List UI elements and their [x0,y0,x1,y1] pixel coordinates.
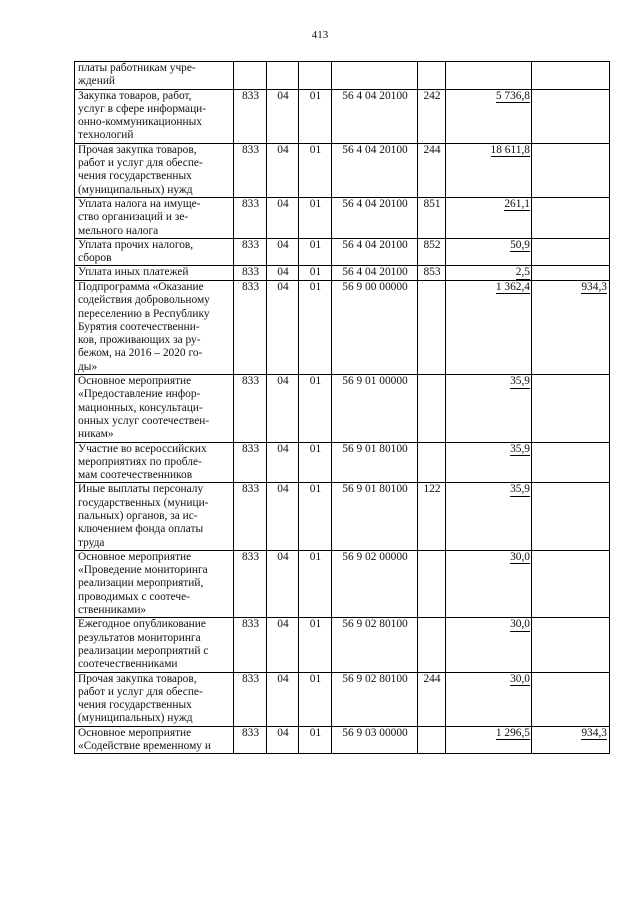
expense-type-text: 242 [423,89,441,102]
ministry-code-text: 833 [241,197,260,210]
expense-type-text: 244 [423,143,441,156]
section-code-cell [267,672,299,726]
amount-federal-cell [532,62,610,90]
amount-total-text: 2,5 [515,266,530,279]
subsection-code-text: 01 [309,280,322,293]
subsection-code-cell [299,442,332,483]
expense-type-cell [418,672,446,726]
amount-total-cell [446,672,532,726]
row-name-text: Прочая закупка товаров, работ и услуг для обеспе- чения государственных (муниципальных) нужд [78,143,203,196]
amount-total-cell [446,89,532,143]
amount-total-text: 30,0 [510,618,530,631]
amount-total-cell [446,62,532,90]
amount-total-text: 1 362,4 [495,280,530,293]
row-name-text: Закупка товаров, работ, услуг в сфере информаци- онно-коммуникационных технологий [78,89,207,142]
target-article-cell [332,280,418,374]
table-row [75,618,610,672]
amount-federal-cell [532,550,610,617]
subsection-code-cell [299,266,332,281]
target-article-text: 56 9 02 80100 [342,672,408,685]
subsection-code-cell [299,197,332,238]
amount-total-text: 30,0 [510,672,530,685]
table-row [75,672,610,726]
target-article-text: 56 9 03 00000 [342,726,408,739]
section-code-cell [267,726,299,754]
ministry-code-cell [234,442,267,483]
amount-total-cell [446,550,532,617]
amount-federal-cell [532,89,610,143]
ministry-code-text: 833 [241,618,260,631]
target-article-cell [332,89,418,143]
expense-type-cell [418,197,446,238]
amount-federal-cell [532,375,610,442]
amount-total-cell [446,197,532,238]
subsection-code-cell [299,62,332,90]
ministry-code-cell [234,672,267,726]
ministry-code-cell [234,726,267,754]
section-code-text: 04 [277,143,289,156]
amount-federal-cell [532,197,610,238]
ministry-code-cell [234,62,267,90]
target-article-cell [332,266,418,281]
row-name-cell [75,280,234,374]
target-article-cell [332,726,418,754]
ministry-code-cell [234,550,267,617]
section-code-text: 04 [277,375,289,388]
target-article-text: 56 4 04 20100 [342,238,408,251]
target-article-text: 56 4 04 20100 [342,197,408,210]
target-article-cell [332,672,418,726]
ministry-code-cell [234,197,267,238]
subsection-code-cell [299,375,332,442]
table-row [75,197,610,238]
table-row [75,266,610,281]
target-article-cell [332,62,418,90]
row-name-text: Уплата прочих налогов, сборов [78,238,194,265]
row-name-cell [75,442,234,483]
target-article-cell [332,375,418,442]
table-row [75,238,610,266]
expense-type-text: 851 [423,197,441,210]
amount-federal-cell [532,238,610,266]
expense-type-cell [418,89,446,143]
table-row [75,442,610,483]
section-code-cell [267,375,299,442]
section-code-text: 04 [277,672,289,685]
target-article-cell [332,442,418,483]
ministry-code-cell [234,89,267,143]
subsection-code-text: 01 [309,89,322,102]
target-article-text: 56 4 04 20100 [342,89,408,102]
ministry-code-text: 833 [241,375,260,388]
ministry-code-cell [234,483,267,550]
row-name-cell [75,550,234,617]
ministry-code-text: 833 [241,483,260,496]
page-number: 413 [311,29,329,41]
row-name-text: Уплата налога на имуще- ство организаций и зе- мельного налога [78,197,201,237]
section-code-cell [267,442,299,483]
target-article-text: 56 4 04 20100 [342,266,408,279]
expense-type-cell [418,62,446,90]
row-name-cell [75,375,234,442]
amount-federal-cell [532,726,610,754]
section-code-cell [267,280,299,374]
subsection-code-cell [299,483,332,550]
target-article-cell [332,197,418,238]
target-article-cell [332,483,418,550]
amount-total-text: 1 296,5 [495,726,530,739]
section-code-cell [267,143,299,197]
amount-total-cell [446,280,532,374]
ministry-code-text: 833 [241,143,260,156]
section-code-text: 04 [277,550,289,563]
amount-federal-cell [532,672,610,726]
amount-federal-cell [532,266,610,281]
section-code-cell [267,89,299,143]
expense-type-text: 852 [423,238,441,251]
row-name-cell [75,618,234,672]
subsection-code-text: 01 [309,143,322,156]
amount-federal-cell [532,483,610,550]
amount-total-text: 35,9 [510,483,530,496]
row-name-text: Уплата иных платежей [78,266,189,279]
amount-total-text: 35,9 [510,442,530,455]
section-code-cell [267,266,299,281]
section-code-cell [267,550,299,617]
row-name-text: Иные выплаты персоналу государственных (муници- пальных) органов, за ис- ключением фонда оплаты труда [78,483,209,549]
amount-total-cell [446,143,532,197]
row-name-text: Ежегодное опубликование результатов мониторинга реализации мероприятий с соотечественниками [78,618,209,671]
subsection-code-text: 01 [309,375,322,388]
amount-total-text: 50,9 [510,238,530,251]
expense-type-cell [418,266,446,281]
section-code-cell [267,197,299,238]
ministry-code-text: 833 [241,550,260,563]
amount-federal-text: 934,3 [581,726,607,739]
subsection-code-text: 01 [309,550,322,563]
ministry-code-text: 833 [241,280,260,293]
amount-federal-text: 934,3 [581,280,607,293]
amount-total-cell [446,442,532,483]
section-code-text: 04 [277,89,289,102]
row-name-cell [75,62,234,90]
ministry-code-cell [234,143,267,197]
expense-type-cell [418,618,446,672]
table-row [75,143,610,197]
ministry-code-text: 833 [241,442,260,455]
ministry-code-cell [234,238,267,266]
row-name-text: Прочая закупка товаров, работ и услуг для обеспе- чения государственных (муниципальных) нужд [78,672,203,725]
amount-total-cell [446,375,532,442]
expense-type-cell [418,238,446,266]
row-name-cell [75,726,234,754]
subsection-code-cell [299,238,332,266]
table-row [75,89,610,143]
row-name-text: Основное мероприятие «Проведение мониторинга реализации мероприятий, проводимых с соотече- ственниками» [78,550,208,617]
subsection-code-text: 01 [309,197,322,210]
ministry-code-text: 833 [241,238,260,251]
subsection-code-cell [299,550,332,617]
amount-total-text: 5 736,8 [495,89,530,102]
row-name-text: Подпрограмма «Оказание содействия добровольному переселению в Республику Бурятия соотечественни- ков, проживающих за ру- бежом, на 2016 – 2020 го- ды» [78,280,210,373]
table-row [75,483,610,550]
expense-type-text: 122 [423,483,441,496]
section-code-cell [267,483,299,550]
row-name-cell [75,143,234,197]
table-row [75,375,610,442]
table-row [75,550,610,617]
amount-federal-cell [532,143,610,197]
subsection-code-text: 01 [309,672,322,685]
amount-federal-cell [532,442,610,483]
section-code-cell [267,238,299,266]
target-article-text: 56 9 02 00000 [342,550,408,563]
expense-type-cell [418,280,446,374]
table-row [75,280,610,374]
amount-federal-cell [532,618,610,672]
ministry-code-cell [234,618,267,672]
section-code-text: 04 [277,726,289,739]
amount-total-cell [446,483,532,550]
row-name-text: Основное мероприятие «Содействие временному и [78,726,211,753]
subsection-code-cell [299,726,332,754]
ministry-code-text: 833 [241,266,260,279]
section-code-text: 04 [277,197,289,210]
row-name-text: платы работникам учре- ждений [78,62,196,88]
amount-total-cell [446,726,532,754]
amount-federal-cell [532,280,610,374]
row-name-cell [75,238,234,266]
subsection-code-cell [299,143,332,197]
ministry-code-cell [234,280,267,374]
table-row [75,62,610,90]
ministry-code-cell [234,266,267,281]
expense-type-cell [418,442,446,483]
section-code-cell [267,62,299,90]
expense-type-cell [418,375,446,442]
table-row [75,726,610,754]
section-code-text: 04 [277,238,289,251]
amount-total-text: 35,9 [510,375,530,388]
amount-total-cell [446,266,532,281]
expense-type-text: 853 [423,266,441,279]
subsection-code-text: 01 [309,238,322,251]
subsection-code-cell [299,672,332,726]
row-name-cell [75,89,234,143]
target-article-cell [332,238,418,266]
target-article-text: 56 9 00 00000 [342,280,408,293]
row-name-cell [75,483,234,550]
ministry-code-text: 833 [241,726,260,739]
target-article-text: 56 9 01 80100 [342,483,408,496]
section-code-text: 04 [277,280,289,293]
budget-table [74,61,610,754]
expense-type-cell [418,483,446,550]
expense-type-text: 244 [423,672,441,685]
amount-total-text: 30,0 [510,550,530,563]
row-name-text: Основное мероприятие «Предоставление инфор- мационных, консультаци- онных услуг соотечествен- никам» [78,375,210,441]
ministry-code-text: 833 [241,672,260,685]
target-article-text: 56 9 01 00000 [342,375,408,388]
row-name-text: Участие во всероссийских мероприятиях по пробле- мам соотечественников [78,442,207,482]
target-article-text: 56 4 04 20100 [342,143,408,156]
ministry-code-text: 833 [241,89,260,102]
subsection-code-text: 01 [309,266,322,279]
target-article-cell [332,550,418,617]
target-article-cell [332,143,418,197]
target-article-text: 56 9 01 80100 [342,442,408,455]
amount-total-cell [446,238,532,266]
amount-total-text: 261,1 [504,197,530,210]
section-code-cell [267,618,299,672]
expense-type-cell [418,143,446,197]
subsection-code-text: 01 [309,726,322,739]
subsection-code-text: 01 [309,483,322,496]
subsection-code-cell [299,280,332,374]
section-code-text: 04 [277,442,289,455]
expense-type-cell [418,550,446,617]
expense-type-cell [418,726,446,754]
section-code-text: 04 [277,483,289,496]
target-article-cell [332,618,418,672]
subsection-code-text: 01 [309,442,322,455]
target-article-text: 56 9 02 80100 [342,618,408,631]
subsection-code-text: 01 [309,618,322,631]
row-name-cell [75,197,234,238]
amount-total-cell [446,618,532,672]
section-code-text: 04 [277,618,289,631]
subsection-code-cell [299,618,332,672]
section-code-text: 04 [277,266,289,279]
subsection-code-cell [299,89,332,143]
row-name-cell [75,672,234,726]
amount-total-text: 18 611,8 [490,143,530,156]
row-name-cell [75,266,234,281]
ministry-code-cell [234,375,267,442]
